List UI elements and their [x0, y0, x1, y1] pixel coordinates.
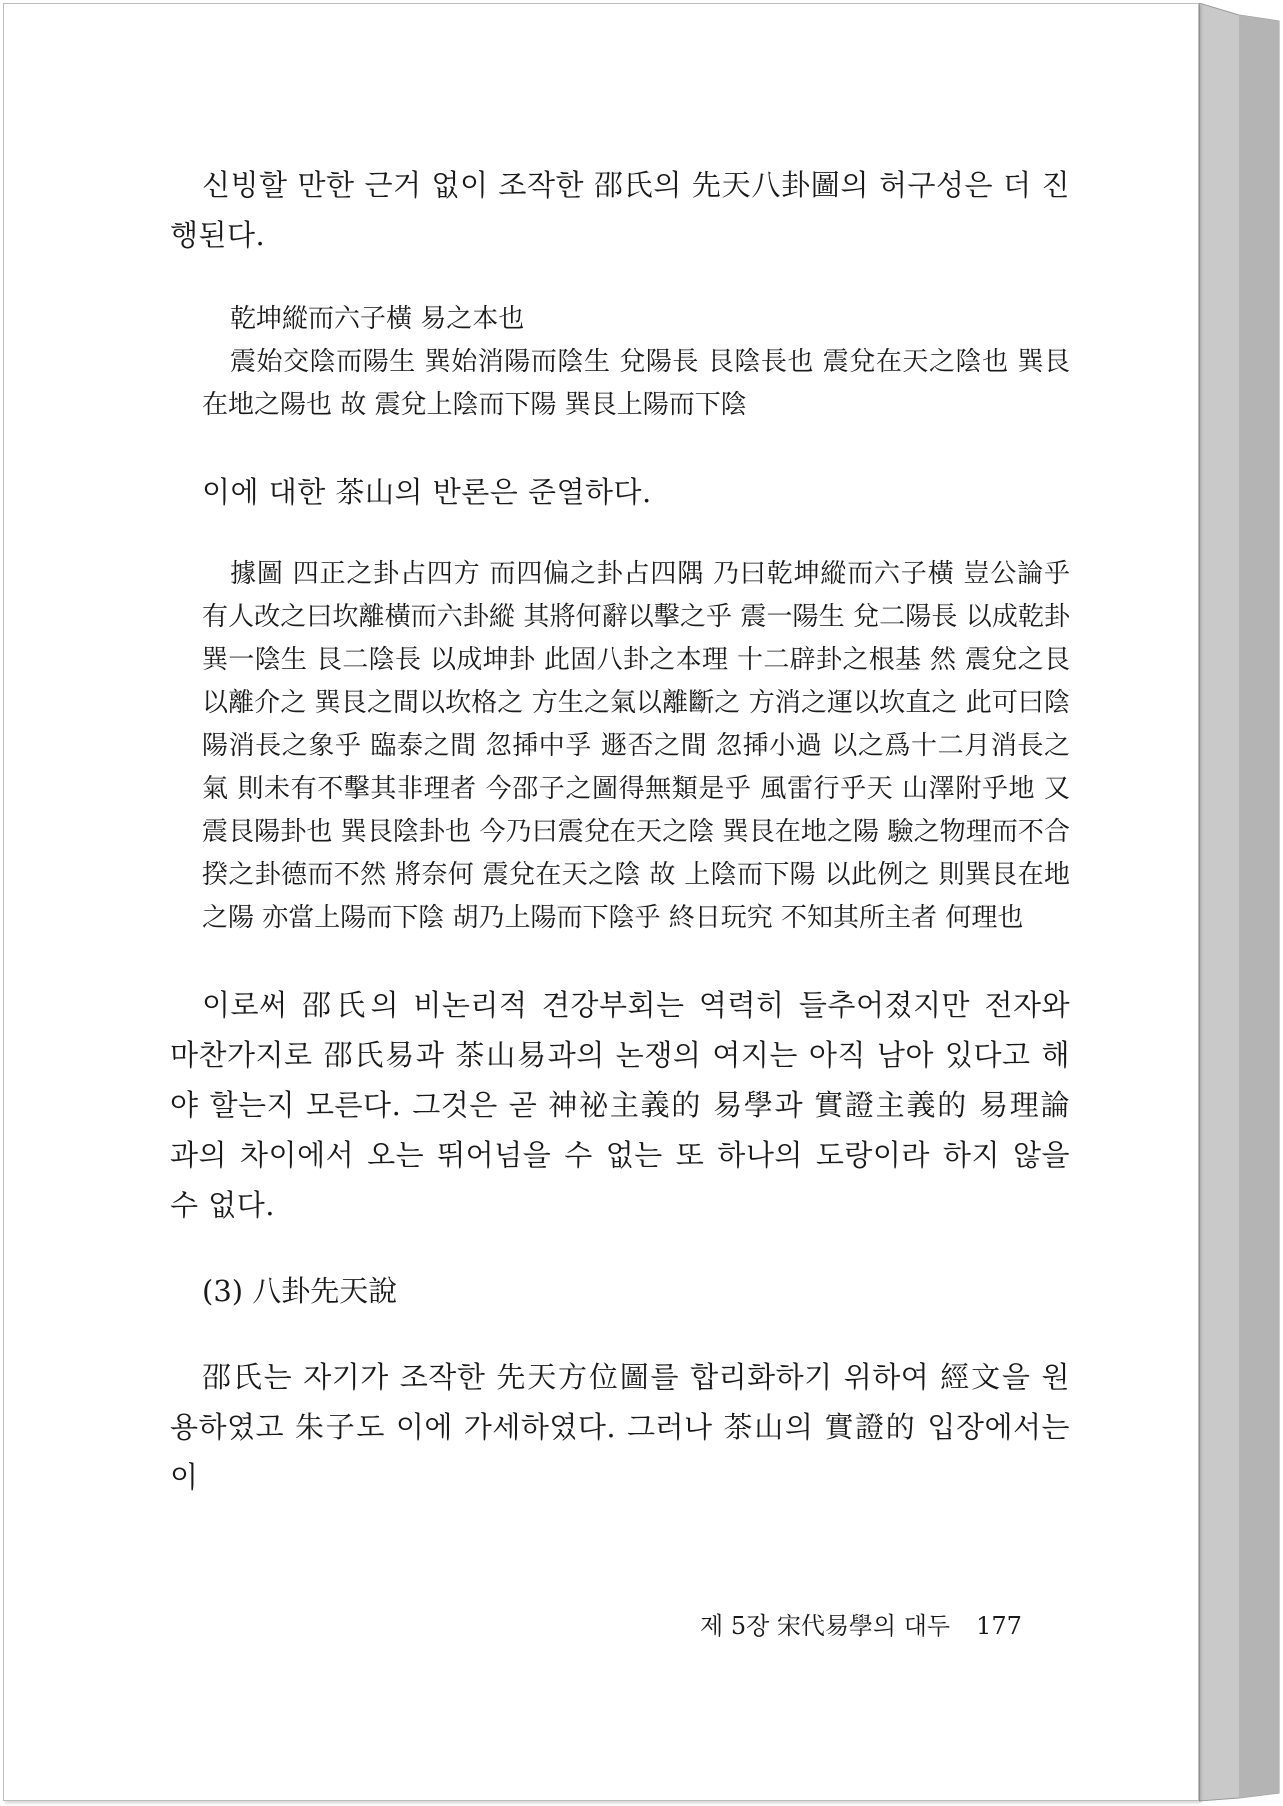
- book-thickness-shape: [1199, 3, 1283, 1803]
- running-footer-chapter: 제 5장 宋代易學의 대두: [700, 1612, 951, 1640]
- quotation-1: [170, 298, 1070, 427]
- section-heading: (3) 八卦先天說: [202, 1274, 398, 1308]
- quotation-2-text: 據圖 四正之卦占四方 而四偏之卦占四隅 乃曰乾坤縱而六子橫 豈公論乎 有人改之曰坎離橫而六卦縱 其將何辭以擊之乎 震一陽生 兌二陽長 以成乾卦 巽一陰生 艮二陰長 以成坤卦 此固八卦之本理 十二辟卦之根基 然 震兌之艮以離介之 巽艮之間以坎格之 方生之氣以離斷之 方消之運以坎直之 此可曰陰陽消長之象乎 臨泰之間 忽揷中孚 遯否之間 忽揷小過 以之爲十二月消長之氣 則未有不擊其非理者 今邵子之圖得無類是乎 風雷行乎天 山澤附乎地 又震艮陽卦也 巽艮陰卦也 今乃曰震兌在天之陰 巽艮在地之陽 驗之物理而不合揆之卦德而不然 將奈何 震兌在天之陰 故 上陰而下陽 以此例之 則巽艮在地之陽 亦當上陽而下陰 胡乃上陽而下陰乎 終日玩究 不知其所主者 何理也: [202, 559, 1070, 933]
- quotation-1-line-1: 乾坤縱而六子橫 易之本也: [230, 304, 525, 334]
- page-footer: [700, 1606, 1080, 1641]
- page-number: 177: [976, 1612, 1022, 1640]
- paragraph-3: 이로써 邵氏의 비논리적 견강부회는 역력히 들추어졌지만 전자와 마찬가지로 邵氏易과 茶山易과의 논쟁의 여지는 아직 남아 있다고 해야 할는지 모른다. 그것은 곧 神祕主義的 易學과 實證主義的 易理論과의 차이에서 오는 뛰어넘을 수 없는 또 하나의 도랑이라 하지 않을 수 없다.: [170, 988, 1070, 1222]
- paragraph-1: 신빙할 만한 근거 없이 조작한 邵氏의 先天八卦圖의 허구성은 더 진행된다.: [170, 168, 1070, 252]
- page-body: [170, 160, 1070, 1502]
- quotation-1-line-2: 震始交陰而陽生 巽始消陽而陰生 兌陽長 艮陰長也 震兌在天之陰也 巽艮在地之陽也 故 震兌上陰而下陽 巽艮上陽而下陰: [202, 347, 1070, 420]
- paragraph-2: 이에 대한 茶山의 반론은 준열하다.: [202, 475, 652, 509]
- quotation-2: [170, 553, 1070, 940]
- paragraph-4: 邵氏는 자기가 조작한 先天方位圖를 합리화하기 위하여 經文을 원용하였고 朱子도 이에 가세하였다. 그러나 茶山의 實證的 입장에서는 이: [170, 1360, 1070, 1494]
